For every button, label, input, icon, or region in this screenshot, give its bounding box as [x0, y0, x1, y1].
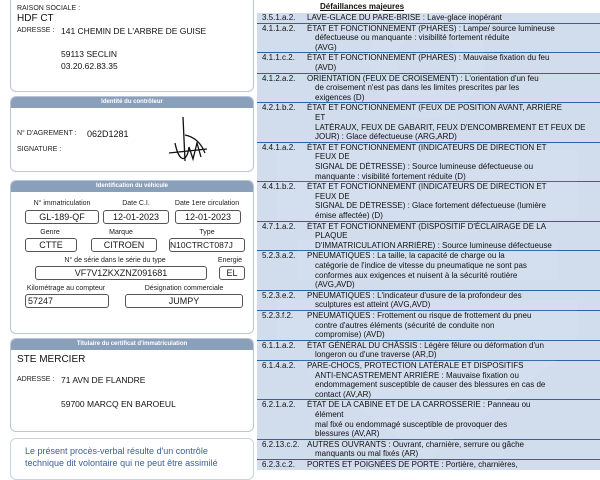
defect-item — [257, 400, 600, 438]
defect-text-line: ET — [315, 112, 326, 122]
defect-text — [307, 143, 597, 181]
holder-address-line2: 59700 MARCQ EN BAROEUL — [61, 399, 176, 409]
defect-text-line: défectueuse ou manquante : visibilité fortement réduite — [315, 33, 510, 43]
defect-text — [307, 222, 597, 251]
defect-code: 6.2.1.a.2. — [262, 400, 296, 410]
defect-text — [307, 460, 597, 470]
defect-item — [257, 143, 600, 181]
defect-code: 6.2.3.c.2. — [262, 460, 295, 469]
defect-text-line: endommagement susceptible de causer des blessures en cas de — [315, 380, 546, 390]
immat-label: N° immatriculation — [33, 200, 91, 207]
defect-text-line: LAVE-GLACE DU PARE-BRISE : Lave-glace inopérant — [307, 13, 502, 22]
defect-item — [257, 311, 600, 340]
defect-text-line: contre d'autres éléments (sécurité de conduite non — [315, 320, 495, 330]
defect-text-line: ÉTAT ET FONCTIONNEMENT (INDICATEURS DE DIRECTION ET — [307, 142, 547, 152]
defect-text-line: FEUX DE — [315, 191, 350, 201]
center-address-line2: 59113 SECLIN — [61, 49, 118, 59]
defect-text-line: sculptures est atteint (AVG,AVD) — [315, 300, 431, 310]
defect-text-line: émise affectée) (D) — [315, 210, 383, 220]
notice-line1: Le présent procès-verbal résulte d'un contrôle — [25, 446, 208, 456]
defect-item — [257, 13, 600, 23]
defect-text-line: FEUX DE — [315, 152, 350, 162]
defects-title: Défaillances majeures — [320, 2, 405, 11]
serie-field: VF7V1ZKXZNZ091681 — [35, 266, 207, 280]
defect-text — [307, 24, 597, 53]
marque-label: Marque — [109, 229, 133, 236]
agrement-label: N° D'AGREMENT : — [17, 130, 77, 137]
genre-label: Genre — [40, 229, 60, 236]
defect-text-line: ANTI-ENCASTREMENT ARRIÈRE : Mauvaise fixation ou — [315, 370, 519, 380]
designation-label: Désignation commerciale — [144, 285, 224, 292]
defect-code: 4.4.1.b.2. — [262, 182, 296, 192]
type-field: N10CTRCT087J — [169, 238, 245, 252]
defect-code: 6.1.1.a.2. — [262, 340, 296, 350]
vehicle-box — [10, 180, 254, 334]
defect-text-line: SIGNAL DE DÉTRESSE) : Source lumineuse défectueuse ou — [315, 161, 534, 171]
defect-item — [257, 222, 600, 251]
defect-code: 5.2.3.e.2. — [262, 290, 296, 300]
immat-field: GL-189-QF — [25, 210, 99, 224]
defect-text-line: élément — [315, 409, 344, 419]
defect-item — [257, 251, 600, 289]
defect-text-line: AUTRES OUVRANTS : Ouvrant, charnière, serrure ou gâche — [307, 439, 524, 449]
defects-panel — [257, 0, 600, 470]
defect-item — [257, 103, 600, 141]
controller-box — [10, 96, 254, 172]
defect-code: 5.2.3.a.2. — [262, 251, 296, 261]
defect-item — [257, 291, 600, 310]
defect-text — [307, 53, 597, 72]
date-1ere-label: Date 1ere circulation — [174, 200, 240, 207]
defect-item — [257, 53, 600, 72]
raison-sociale-label: RAISON SOCIALE : — [17, 5, 81, 12]
defect-text-line: ÉTAT DE LA CABINE ET DE LA CARROSSERIE : Panneau ou — [307, 400, 531, 410]
defects-title-band — [257, 0, 600, 13]
date-ci-label: Date C.I. — [122, 200, 150, 207]
defect-text — [307, 13, 597, 23]
defect-text-line: LATÉRAUX, FEUX DE GABARIT, FEUX D'ENCOMBREMENT ET FEUX DE — [315, 122, 586, 132]
defect-code: 4.2.1.b.2. — [262, 103, 296, 113]
defect-text — [307, 311, 597, 340]
center-box — [10, 0, 254, 92]
defect-text — [307, 361, 597, 399]
defect-text-line: ÉTAT GÉNÉRAL DU CHÂSSIS : Légère fêlure ou déformation d'un — [307, 340, 544, 350]
defect-text-line: JOUR) : Glace défectueuse (ARG,ARD) — [315, 132, 457, 142]
defect-text-line: longeron ou d'une traverse (AR,D) — [315, 350, 437, 360]
defect-text-line: PLAQUE — [315, 231, 348, 241]
defect-text — [307, 341, 597, 360]
energie-label: Energie — [217, 257, 243, 264]
designation-field: JUMPY — [125, 294, 243, 308]
type-label: Type — [199, 229, 215, 236]
defect-code: 3.5.1.a.2. — [262, 13, 296, 22]
defect-text-line: PNEUMATIQUES : Frottement ou risque de frottement du pneu — [307, 311, 532, 320]
defect-item — [257, 341, 600, 360]
defect-text — [307, 103, 597, 141]
km-label: Kilométrage au compteur — [26, 285, 106, 292]
center-phone: 03.20.62.83.35 — [61, 61, 118, 71]
adresse-label: ADRESSE : — [17, 27, 55, 34]
defect-code: 6.2.13.c.2. — [262, 439, 300, 449]
defect-text-line: ORIENTATION (FEUX DE CROISEMENT) : L'orientation d'un feu — [307, 73, 539, 83]
defect-text-line: ÉTAT ET FONCTIONNEMENT (DISPOSITIF D'ÉCLAIRAGE DE LA — [307, 221, 547, 231]
controller-header: Identité du contrôleur — [11, 97, 253, 108]
defect-text-line: SIGNAL DE DÉTRESSE) : Glace fortement défectueuse (lumière — [315, 201, 546, 211]
notice-line2: technique dit volontaire qui ne peut être assimilé — [25, 458, 218, 468]
defect-item — [257, 24, 600, 53]
defect-text-line: blessures (AV,AR) — [315, 429, 380, 439]
defect-text-line: catégorie de l'indice de vitesse du pneumatique ne sont pas — [315, 260, 527, 270]
defect-item — [257, 460, 600, 470]
defect-text-line: manquants ou mal fixés (AR) — [315, 449, 419, 459]
vehicle-header: Identification du véhicule — [11, 181, 253, 192]
holder-adresse-label: ADRESSE : — [17, 376, 55, 383]
left-panel — [0, 0, 256, 470]
km-field: 57247 — [25, 294, 109, 308]
defect-text-line: de croisement n'est pas dans les limites prescrites par les — [315, 83, 520, 93]
defect-code: 4.7.1.a.2. — [262, 221, 296, 231]
defect-text-line: (AVD) — [315, 62, 337, 72]
defect-text-line: conformes aux exigences et nuisent à la sécurité routière — [315, 270, 518, 280]
holder-address-line1: 71 AVN DE FLANDRE — [61, 375, 146, 385]
date-1ere-field: 12-01-2023 — [175, 210, 241, 224]
date-ci-field: 12-01-2023 — [103, 210, 169, 224]
defect-item — [257, 440, 600, 459]
defect-text-line: ÉTAT ET FONCTIONNEMENT (FEUX DE POSITION AVANT, ARRIÈRE — [307, 103, 562, 113]
defect-text-line: ÉTAT ET FONCTIONNEMENT (INDICATEURS DE DIRECTION ET — [307, 182, 547, 192]
defect-text-line: PARE-CHOCS, PROTECTION LATÉRALE ET DISPOSITIFS — [307, 361, 524, 370]
defect-text-line: compromise) (AVD) — [315, 330, 385, 340]
defect-code: 6.1.4.a.2. — [262, 361, 296, 370]
marque-field: CITROEN — [91, 238, 157, 252]
defect-text-line: PNEUMATIQUES : L'indicateur d'usure de la profondeur des — [307, 290, 522, 300]
defect-text-line: (AVG,AVD) — [315, 280, 355, 290]
signature-label: SIGNATURE : — [17, 146, 62, 153]
defect-item — [257, 361, 600, 399]
defect-text-line: (AVG) — [315, 42, 337, 52]
defect-text — [307, 251, 597, 289]
defect-item — [257, 182, 600, 220]
defect-item — [257, 74, 600, 103]
defect-text-line: ÉTAT ET FONCTIONNEMENT (PHARES) : Lampe/ source lumineuse — [307, 23, 555, 33]
center-address-line1: 141 CHEMIN DE L'ARBRE DE GUISE — [61, 26, 207, 36]
defect-code: 4.1.1.a.2. — [262, 23, 296, 33]
defect-text-line: PNEUMATIQUES : La taille, la capacité de charge ou la — [307, 251, 505, 261]
defect-text-line: mal fixé ou endommagé susceptible de provoquer des — [315, 419, 508, 429]
signature-scribble — [161, 113, 221, 165]
notice-box — [10, 438, 254, 480]
defect-text-line: D'IMMATRICULATION ARRIÈRE) : Source lumineuse défectueuse — [315, 240, 552, 250]
defect-text-line: manquante : visibilité fortement réduite (D) — [315, 171, 466, 181]
defect-text-line: ÉTAT ET FONCTIONNEMENT (PHARES) : Mauvaise fixation du feu — [307, 53, 550, 63]
defect-text-line: PORTES ET POIGNÉES DE PORTE : Portière, charnières, — [307, 460, 518, 469]
defect-text — [307, 182, 597, 220]
holder-header: Titulaire du certificat d'immatriculation — [11, 339, 253, 350]
defect-text — [307, 291, 597, 310]
holder-box — [10, 338, 254, 432]
serie-label: N° de série dans le série du type — [64, 257, 166, 264]
defect-text — [307, 440, 597, 459]
holder-name: STE MERCIER — [17, 354, 86, 365]
defect-text — [307, 400, 597, 438]
defect-code: 5.2.3.f.2. — [262, 311, 294, 320]
defect-code: 4.1.2.a.2. — [262, 73, 296, 83]
defect-code: 4.1.1.c.2. — [262, 53, 295, 63]
center-name: HDF CT — [17, 13, 54, 24]
energie-field: EL — [219, 266, 245, 280]
defect-code: 4.4.1.a.2. — [262, 142, 296, 152]
defect-text-line: contact (AV,AR) — [315, 389, 372, 399]
agrement-value: 062D1281 — [87, 129, 129, 139]
defect-text — [307, 74, 597, 103]
defect-text-line: exigences (D) — [315, 92, 365, 102]
genre-field: CTTE — [25, 238, 77, 252]
